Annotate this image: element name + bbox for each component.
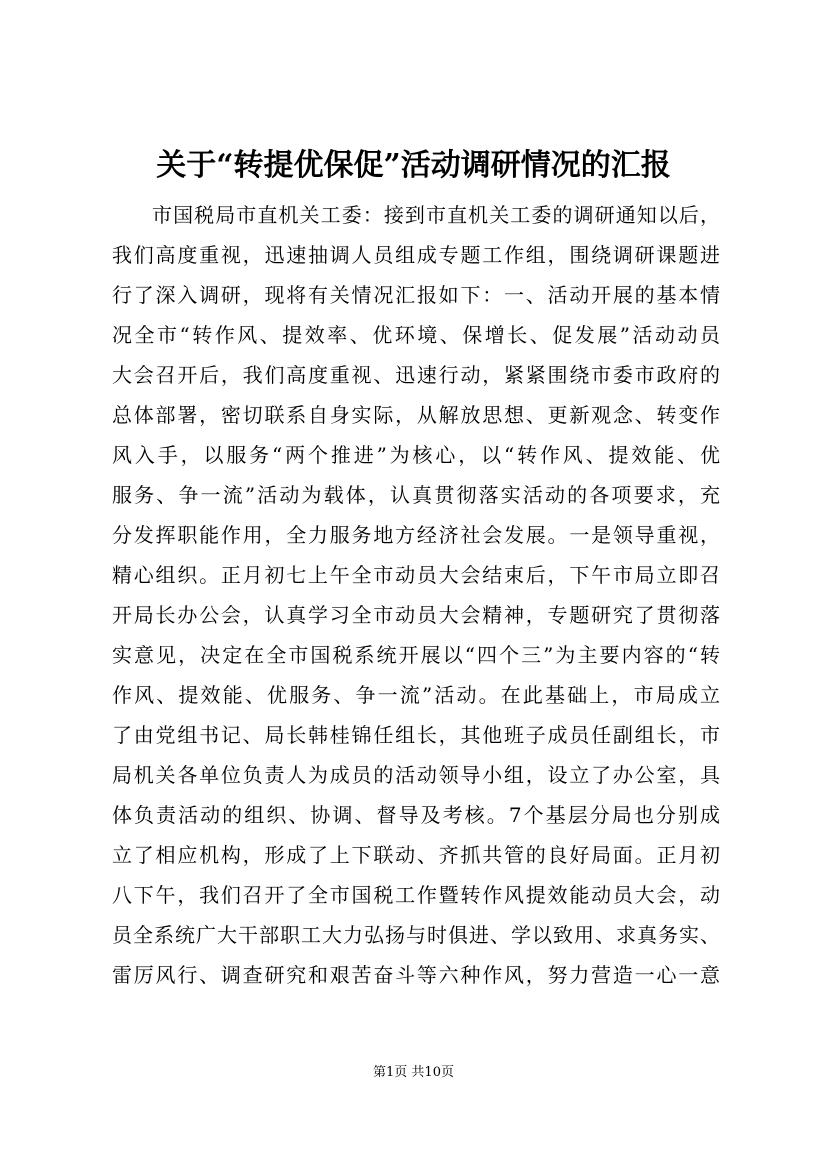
body-line: 作风、提效能、优服务、争一流”活动。在此基础上，市局成立: [112, 683, 720, 707]
page-number-footer: 第1页 共10页: [373, 1065, 454, 1080]
body-line: 了由党组书记、局长韩桂锦任组长，其他班子成员任副组长，市: [112, 723, 720, 747]
document-title: 关于“转提优保促”活动调研情况的汇报: [156, 148, 671, 183]
body-line: 开局长办公会，认真学习全市动员大会精神，专题研究了贯彻落: [112, 603, 720, 627]
body-line: 况全市“转作风、提效率、优环境、保增长、促发展”活动动员: [112, 323, 720, 347]
body-line: 行了深入调研，现将有关情况汇报如下：一、活动开展的基本情: [112, 283, 720, 307]
body-line: 立了相应机构，形成了上下联动、齐抓共管的良好局面。正月初: [112, 843, 720, 867]
body-line: 总体部署，密切联系自身实际，从解放思想、更新观念、转变作: [112, 403, 720, 427]
body-line: 实意见，决定在全市国税系统开展以“四个三”为主要内容的“转: [112, 643, 720, 667]
body-line: 大会召开后，我们高度重视、迅速行动，紧紧围绕市委市政府的: [112, 363, 720, 387]
body-line: 员全系统广大干部职工大力弘扬与时俱进、学以致用、求真务实、: [112, 923, 720, 947]
body-line: 市国税局市直机关工委：接到市直机关工委的调研通知以后，: [152, 203, 720, 227]
body-line: 八下午，我们召开了全市国税工作暨转作风提效能动员大会，动: [112, 883, 720, 907]
body-line: 局机关各单位负责人为成员的活动领导小组，设立了办公室，具: [112, 763, 720, 787]
body-line: 我们高度重视，迅速抽调人员组成专题工作组，围绕调研课题进: [112, 243, 720, 267]
body-line: 服务、争一流”活动为载体，认真贯彻落实活动的各项要求，充: [112, 483, 720, 507]
body-line: 体负责活动的组织、协调、督导及考核。7个基层分局也分别成: [112, 803, 720, 827]
document-body: [112, 195, 720, 995]
body-line: 雷厉风行、调查研究和艰苦奋斗等六种作风，努力营造一心一意: [112, 963, 720, 987]
body-line: 风入手，以服务“两个推进”为核心，以“转作风、提效能、优: [112, 443, 720, 467]
body-line: 分发挥职能作用，全力服务地方经济社会发展。一是领导重视，: [112, 523, 720, 547]
body-line: 精心组织。正月初七上午全市动员大会结束后，下午市局立即召: [112, 563, 720, 587]
